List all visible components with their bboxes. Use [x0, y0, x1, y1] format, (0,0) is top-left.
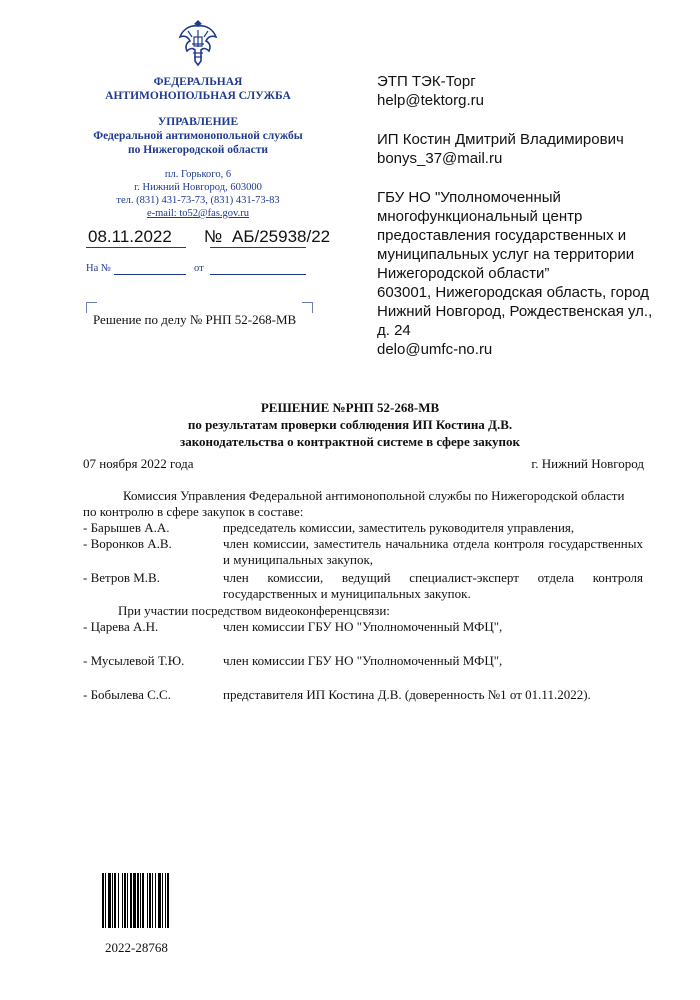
video-participants [0, 619, 700, 709]
recipient-line: ГБУ НО "Уполномоченный [377, 189, 561, 206]
member-role: председатель комиссии, заместитель руководителя управления, [223, 520, 575, 535]
recipient-line: ЭТП ТЭК-Торг [377, 73, 476, 90]
ref-number-label: На № [86, 263, 111, 274]
recipient-line: муниципальных услуг на территории [377, 246, 635, 263]
recipient-kostin [377, 130, 667, 168]
participant-role: член комиссии ГБУ НО "Уполномоченный МФЦ", [223, 619, 503, 634]
intro-line2: по контролю в сфере закупок в составе: [83, 504, 304, 519]
member-name: - Ветров М.В. [83, 570, 160, 585]
participant-name: - Бобылева С.С. [83, 687, 171, 702]
outgoing-date: 08.11.2022 [88, 227, 172, 246]
address-line1: пл. Горького, 6 [164, 169, 232, 180]
decision-title: РЕШЕНИЕ №РНП 52-268-МВ [260, 400, 440, 415]
video-intro: При участии посредством видеоконференцсвязи: [118, 603, 390, 618]
member-role-cont: государственных и муниципальных закупок. [223, 586, 471, 601]
agency-name-line2: АНТИМОНОПОЛЬНАЯ СЛУЖБА [105, 90, 291, 102]
participant-name: - Царева А.Н. [83, 619, 159, 634]
commission-members [0, 520, 700, 610]
decision-subtitle-line2: законодательства о контрактной системе в сфере закупок [179, 434, 521, 449]
address-line3: тел. (831) 431-73-73, (831) 431-73-83 [116, 195, 280, 206]
recipient-line: ИП Костин Дмитрий Владимирович [377, 131, 624, 148]
recipient-line: Нижний Новгород, Рождественская ул., [377, 303, 653, 320]
participant-role: член комиссии ГБУ НО "Уполномоченный МФЦ", [223, 653, 503, 668]
recipient-line: д. 24 [377, 322, 411, 339]
address-line2: г. Нижний Новгород, 603000 [134, 182, 262, 193]
agency-email-link[interactable] [80, 207, 316, 220]
member-role: член комиссии, заместитель начальника отдела контроля государственных [223, 536, 643, 551]
dept-line3: по Нижегородской области [127, 144, 269, 156]
emblem-icon [176, 17, 220, 67]
member-role: член комиссии, ведущий специалист-эксперт отдела контроля [223, 570, 643, 585]
recipient-line: 603001, Нижегородская область, город [377, 284, 650, 301]
recipient-email: delo@umfc-no.ru [377, 341, 493, 358]
decision-place: г. Нижний Новгород [531, 456, 644, 471]
intro-line1: Комиссия Управления Федеральной антимонопольной службы по Нижегородской области [123, 488, 625, 503]
participant-role: представителя ИП Костина Д.В. (доверенность №1 от 01.11.2022). [223, 687, 591, 702]
number-sign: № [204, 227, 223, 246]
agency-name-line1: ФЕДЕРАЛЬНАЯ [153, 76, 243, 88]
barcode-icon [102, 873, 190, 928]
recipient-mfc [377, 188, 667, 359]
barcode-number: 2022-28768 [105, 940, 168, 955]
member-role-cont: и муниципальных закупок, [223, 552, 374, 567]
dept-line1: УПРАВЛЕНИЕ [157, 116, 239, 128]
decision-subtitle-line1: по результатам проверки соблюдения ИП Костина Д.В. [187, 417, 513, 432]
subject-line: Решение по делу № РНП 52-268-МВ [93, 312, 297, 327]
recipient-line: предоставления государственных и [377, 227, 627, 244]
outgoing-number: АБ/25938/22 [232, 227, 331, 246]
recipient-line: Нижегородской области” [377, 265, 550, 282]
recipient-tektorg [377, 72, 667, 110]
recipient-email: bonys_37@mail.ru [377, 150, 503, 167]
decision-date: 07 ноября 2022 года [83, 456, 194, 471]
ref-from-label: от [194, 263, 204, 274]
member-name: - Воронков А.В. [83, 536, 172, 551]
recipient-email: help@tektorg.ru [377, 92, 484, 109]
dept-line2: Федеральной антимонопольной службы [93, 130, 303, 142]
participant-name: - Мусылевой Т.Ю. [83, 653, 185, 668]
recipient-line: многофункциональный центр [377, 208, 583, 225]
member-name: - Барышев А.А. [83, 520, 170, 535]
agency-email-text: e-mail: to52@fas.gov.ru [146, 208, 249, 219]
